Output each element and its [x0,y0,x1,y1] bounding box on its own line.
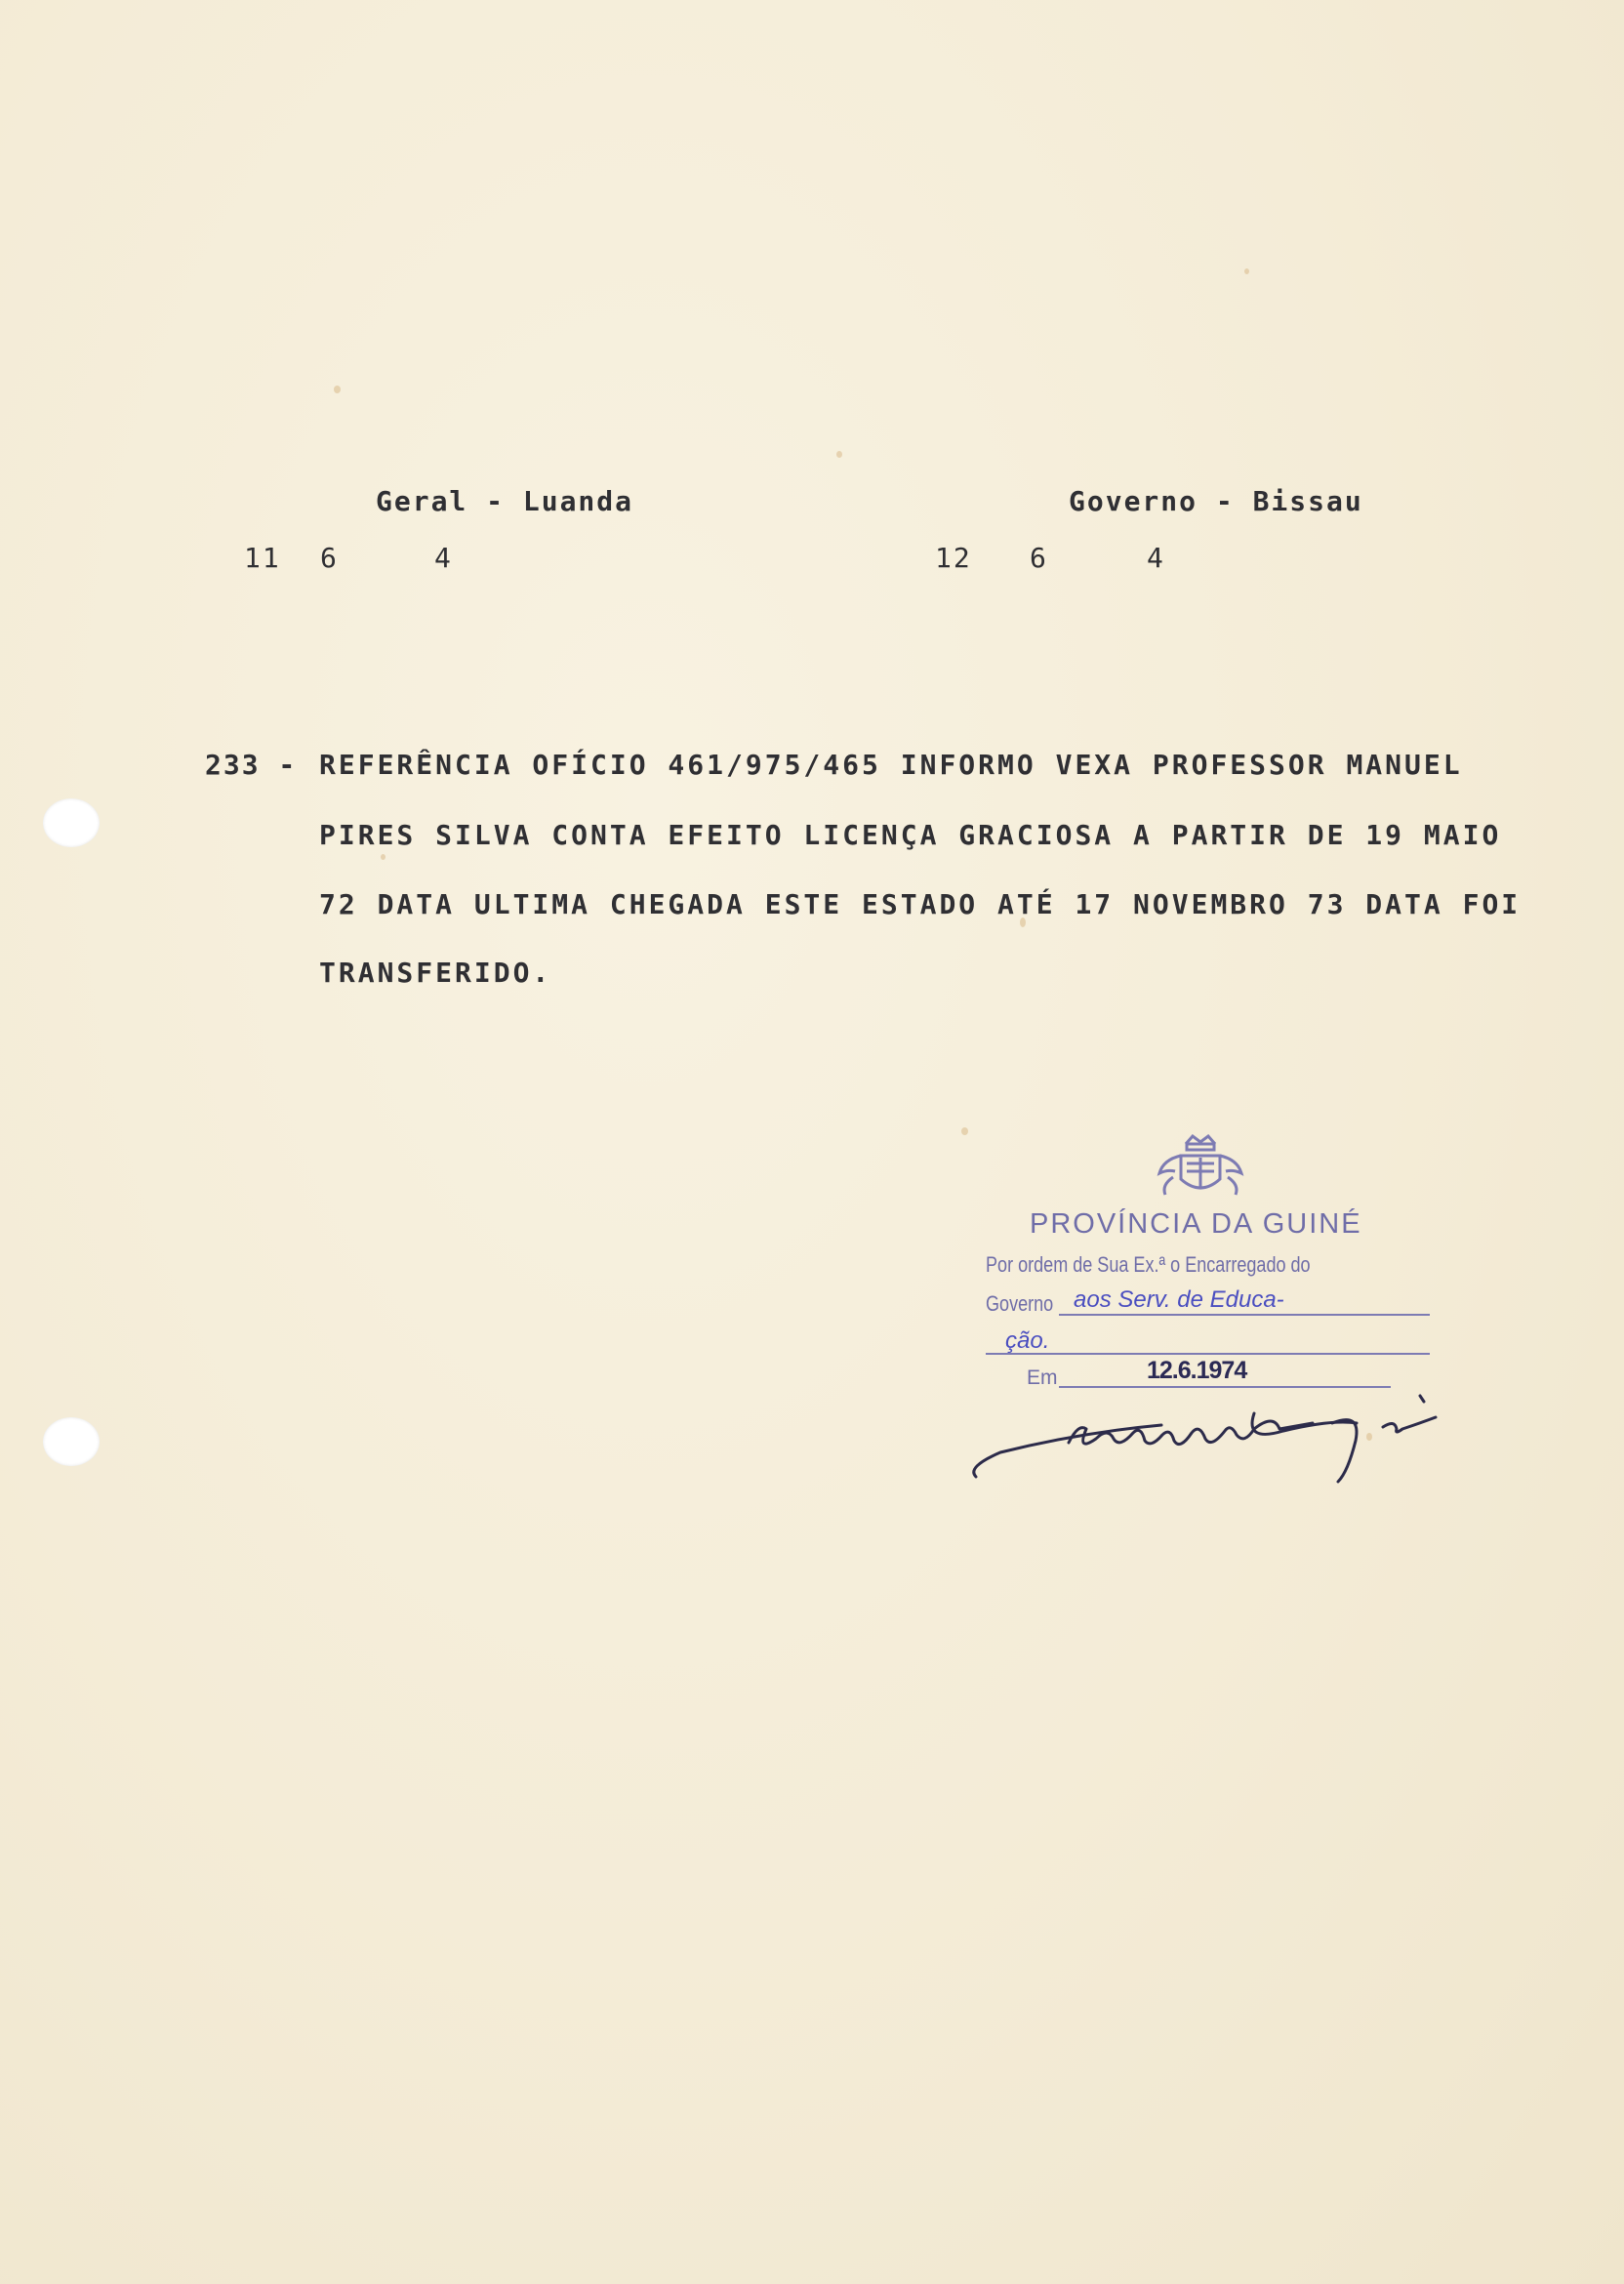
message-line: 72 DATA ULTIMA CHEGADA ESTE ESTADO ATÉ 17 NOVEMBRO 73 DATA FOI [319,888,1522,920]
handwritten-department: aos Serv. de Educa- [1074,1286,1284,1313]
stamp-date-label: Em [1027,1366,1058,1389]
foxing-spot [961,1127,968,1135]
header-right-label: Governo - Bissau [1069,485,1363,517]
stamp-rule [1059,1314,1430,1316]
date-year: 4 [434,542,453,574]
punch-hole-top [43,798,100,847]
stamp-rule [986,1353,1430,1355]
message-number: 233 - [205,749,298,781]
message-line: PIRES SILVA CONTA EFEITO LICENÇA GRACIOSA A PARTIR DE 19 MAIO [319,819,1502,851]
foxing-spot [1244,268,1249,274]
coat-of-arms-icon [1152,1134,1249,1204]
foxing-spot [836,451,842,458]
punch-hole-bottom [43,1417,100,1466]
message-line: TRANSFERIDO. [319,957,552,989]
foxing-spot [334,386,341,393]
stamp-line-2-prefix: Governo [986,1291,1054,1316]
signature [961,1384,1469,1491]
stamp-title: PROVÍNCIA DA GUINÉ [1030,1208,1362,1240]
foxing-spot [381,854,386,860]
header-left-label: Geral - Luanda [376,485,634,517]
date-year: 4 [1147,542,1165,574]
message-line: REFERÊNCIA OFÍCIO 461/975/465 INFORMO VEXA PROFESSOR MANUEL [319,749,1463,781]
stamp-date-value: 12.6.1974 [1147,1357,1247,1384]
date-day: 11 [244,542,281,574]
stamp-line-1: Por ordem de Sua Ex.ª o Encarregado do [986,1252,1311,1277]
date-month: 6 [1030,542,1048,574]
date-month: 6 [320,542,339,574]
date-day: 12 [935,542,972,574]
handwritten-department-continued: ção. [1005,1327,1050,1354]
